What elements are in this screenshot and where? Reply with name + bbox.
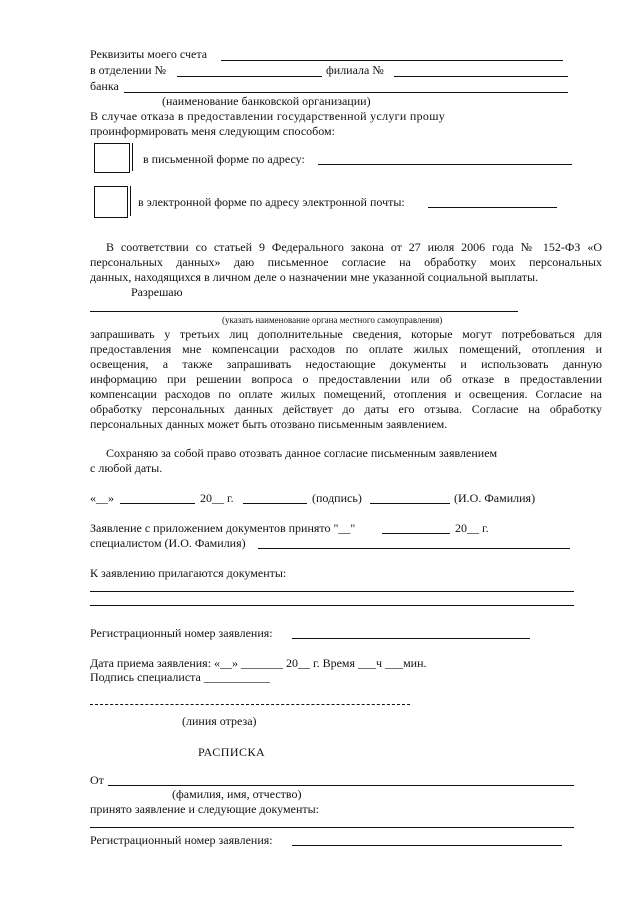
accepted-line1: Заявление с приложением документов принято "__" bbox=[90, 521, 356, 535]
sign-name-label: (И.О. Фамилия) bbox=[454, 491, 536, 505]
consent-body-2: предоставления мне компенсации расходов по оплате жилых помещений, отопления и bbox=[90, 342, 602, 356]
consent-line2: персональных данных» даю письменное согласие на обработку моих персональных bbox=[90, 255, 602, 269]
filial-label: филиала № bbox=[326, 63, 384, 77]
account-field[interactable] bbox=[221, 60, 563, 61]
authority-caption: (указать наименование органа местного самоуправления) bbox=[222, 315, 443, 325]
consent-body-7: персональных данных может быть отозвано письменным заявлением. bbox=[90, 417, 448, 431]
receipt-docs-field[interactable] bbox=[90, 827, 574, 828]
cut-line bbox=[90, 704, 410, 705]
revoke-line2: с любой даты. bbox=[90, 461, 163, 475]
consent-body-4: информацию при решении вопроса о предоставлении или об отказе в предоставлении bbox=[90, 372, 602, 386]
accepted-year: 20__ г. bbox=[455, 521, 489, 535]
option-paper-label: в письменной форме по адресу: bbox=[143, 152, 305, 166]
email-checkbox[interactable] bbox=[94, 186, 128, 218]
consent-body-1: запрашивать у третьих лиц дополнительные сведения, которые могут потребоваться для bbox=[90, 327, 602, 341]
consent-body-6: обработку персональных данных действует до даты его отзыва. Согласие на обработку bbox=[90, 402, 602, 416]
paper-checkbox[interactable] bbox=[94, 143, 130, 173]
email-address-field[interactable] bbox=[428, 207, 557, 208]
bank-field[interactable] bbox=[124, 92, 568, 93]
reception-line2: Подпись специалиста ___________ bbox=[90, 670, 270, 684]
filial-field[interactable] bbox=[394, 76, 568, 77]
revoke-line1: Сохраняю за собой право отозвать данное согласие письменным заявлением bbox=[106, 446, 498, 460]
receipt-from-field[interactable] bbox=[108, 785, 574, 786]
accepted-month-field[interactable] bbox=[382, 533, 450, 534]
option-email-label: в электронной форме по адресу электронной почты: bbox=[138, 195, 405, 209]
sign-date-day: «__» bbox=[90, 491, 114, 505]
attached-field-2[interactable] bbox=[90, 605, 574, 606]
sign-date-year: 20__ г. bbox=[200, 491, 234, 505]
receipt-from-label: От bbox=[90, 773, 104, 787]
consent-line3: данных, находящихся в личном деле о назначении мне указанной социальной выплаты. bbox=[90, 270, 539, 284]
sign-date-month-field[interactable] bbox=[120, 503, 195, 504]
accepted-line2: специалистом (И.О. Фамилия) bbox=[90, 536, 246, 550]
sign-name-field[interactable] bbox=[370, 503, 450, 504]
specialist-field[interactable] bbox=[258, 548, 570, 549]
refusal-line2: проинформировать меня следующим способом: bbox=[90, 124, 335, 138]
attached-field-1[interactable] bbox=[90, 591, 574, 592]
sign-label: (подпись) bbox=[312, 491, 362, 505]
cut-line-caption: (линия отреза) bbox=[182, 714, 257, 728]
attached-label: К заявлению прилагаются документы: bbox=[90, 566, 287, 580]
receipt-title: РАСПИСКА bbox=[198, 745, 266, 759]
receipt-fio-caption: (фамилия, имя, отчество) bbox=[172, 787, 302, 801]
paper-address-field[interactable] bbox=[318, 164, 572, 165]
consent-body-5: компенсации расходов по оплате жилых помещений, отопления и освещения. Согласие на bbox=[90, 387, 602, 401]
consent-line1: В соответствии со статьей 9 Федерального закона от 27 июля 2006 года № 152-ФЗ «О bbox=[106, 240, 602, 254]
consent-body-3: освещения, а также запрашивать недостающие документы и использовать данную bbox=[90, 357, 602, 371]
account-label: Реквизиты моего счета bbox=[90, 47, 208, 61]
branch-label: в отделении № bbox=[90, 63, 167, 77]
receipt-reg-label: Регистрационный номер заявления: bbox=[90, 833, 273, 847]
allow-label: Разрешаю bbox=[131, 285, 183, 299]
refusal-line1: В случае отказа в предоставлении государственной услуги прошу bbox=[90, 109, 446, 123]
receipt-accepted-docs: принято заявление и следующие документы: bbox=[90, 802, 320, 816]
branch-field[interactable] bbox=[177, 76, 322, 77]
bank-label: банка bbox=[90, 79, 119, 93]
receipt-reg-field[interactable] bbox=[292, 845, 562, 846]
signature-field[interactable] bbox=[243, 503, 307, 504]
reg-number-field[interactable] bbox=[292, 638, 530, 639]
reception-line1: Дата приема заявления: «__» _______ 20__ г. Время ___ч ___мин. bbox=[90, 656, 427, 670]
authority-field[interactable] bbox=[90, 311, 518, 312]
reg-number-label: Регистрационный номер заявления: bbox=[90, 626, 273, 640]
bank-caption: (наименование банковской организации) bbox=[162, 94, 371, 108]
